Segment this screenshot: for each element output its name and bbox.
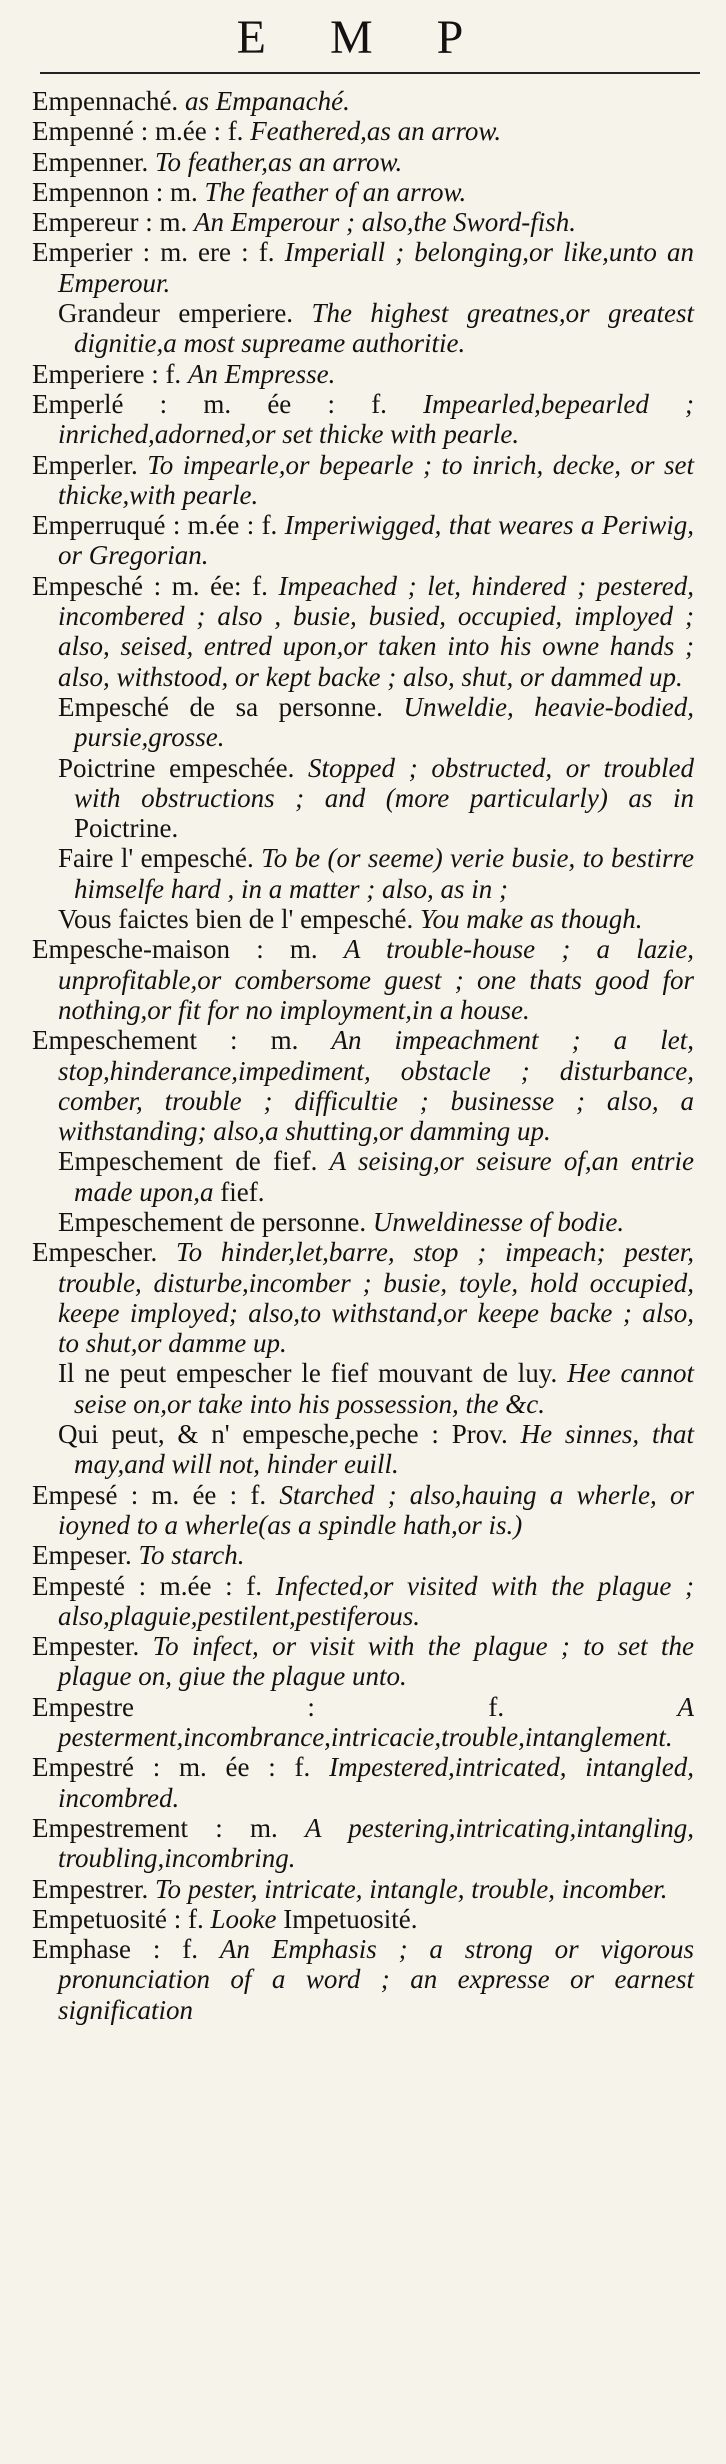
headword: Empeschement de personne.	[58, 1206, 367, 1237]
headword: Empesché de sa personne.	[58, 691, 383, 722]
grammar-note: : m. ere : f.	[142, 237, 275, 268]
definition: Hee cannot seise on,or take into his possession, the &c.	[74, 1358, 694, 1419]
cross-reference: Impetuosité.	[283, 1903, 418, 1934]
running-head: E M P	[236, 11, 490, 64]
grammar-note: : f.	[151, 358, 182, 389]
dictionary-entry	[32, 934, 694, 1025]
grammar-note: : m.ée : f.	[138, 1570, 263, 1601]
headword: Il ne peut empescher le fief mouvant de luy.	[58, 1358, 558, 1389]
definition: He sinnes, that may,and will not, hinder euill.	[74, 1419, 694, 1480]
dictionary-entry	[32, 1752, 694, 1813]
dictionary-entry	[32, 1480, 694, 1541]
dictionary-entry	[32, 510, 694, 571]
dictionary-subentry	[58, 1207, 694, 1237]
dictionary-entry	[32, 1540, 694, 1570]
headword: Emperruqué	[32, 510, 166, 541]
headword: Empestrer.	[32, 1873, 149, 1904]
headword: Emperlé	[32, 388, 124, 419]
definition: The highest greatnes,or greatest dignitie,a most supreame authoritie.	[74, 298, 695, 359]
definition: Impestered,intricated, intangled, incombred.	[58, 1752, 695, 1813]
headword: Empenner.	[32, 146, 149, 177]
dictionary-entry	[32, 1934, 694, 2025]
dictionary-entry	[32, 389, 694, 450]
dictionary-entry	[32, 1571, 694, 1632]
cross-reference: fief.	[220, 1176, 265, 1207]
dictionary-entry	[32, 1692, 694, 1753]
dictionary-entry	[32, 207, 694, 237]
dictionary-entry	[32, 1813, 694, 1874]
headword: Emperiere	[32, 358, 145, 389]
headword: Empesé	[32, 1479, 118, 1510]
dictionary-entry	[32, 1237, 694, 1358]
definition: A pestering,intricating,intangling, troubling,incombring.	[58, 1812, 695, 1874]
dictionary-entry	[32, 571, 694, 692]
grammar-note: : m. ée : f.	[152, 1752, 311, 1783]
grammar-note: : m.	[155, 176, 198, 207]
definition: An impeachment ; a let, stop,hinderance,impediment, obstacle ; disturbance, comber, trouble ; difficultie ; businesse ; also, a withstanding; also,a shutting,or damming up.	[58, 1025, 694, 1147]
headword: Grandeur emperiere.	[58, 298, 294, 329]
headword: Empennon	[32, 176, 149, 207]
grammar-note: : m.ée : f.	[140, 116, 244, 147]
dictionary-entry	[32, 450, 694, 511]
dictionary-entry	[32, 1904, 694, 1934]
headword: Empeschement de fief.	[58, 1146, 318, 1177]
dictionary-entry	[32, 1025, 694, 1146]
dictionary-entry	[32, 359, 694, 389]
definition: To impearle,or bepearle ; to inrich, decke, or set thicke,with pearle.	[58, 449, 694, 510]
definition: Impearled,bepearled ; inriched,adorned,or set thicke with pearle.	[58, 388, 695, 450]
definition: A pesterment,incombrance,intricacie,trouble,intanglement.	[58, 1691, 695, 1753]
definition: Looke	[210, 1903, 277, 1934]
definition: To be (or seeme) verie busie, to bestirre himselfe hard , in a matter ; also, as in ;	[74, 843, 694, 904]
definition: Stopped ; obstructed, or troubled with obstructions ; and (more particularly) as in	[74, 752, 694, 813]
headword: Empeschement	[32, 1025, 197, 1056]
definition: Imperiwigged, that weares a Periwig, or Gregorian.	[58, 510, 695, 571]
headword: Emperler.	[32, 449, 138, 480]
dictionary-entry	[32, 147, 694, 177]
definition: Infected,or visited with the plague ; also,plaguie,pestilent,pestiferous.	[58, 1570, 695, 1631]
headword: Empesché	[32, 570, 143, 601]
definition: Unweldie, heavie-bodied, pursie,grosse.	[74, 691, 694, 753]
definition: Feathered,as an arrow.	[250, 116, 502, 147]
definition: An Empresse.	[187, 358, 336, 389]
grammar-note: : m. ée: f.	[153, 570, 268, 601]
definition: A seising,or seisure of,an entrie made upon,a	[74, 1146, 695, 1207]
headword: Empenné	[32, 116, 134, 147]
headword: Faire l' empesché.	[58, 843, 254, 874]
headword: Qui peut, & n' empesche,peche : Prov.	[58, 1419, 508, 1450]
headword: Empennaché.	[32, 86, 179, 116]
dictionary-entry	[32, 1874, 694, 1904]
definition: as Empanaché.	[184, 86, 350, 116]
grammar-note: : m.	[215, 1812, 278, 1843]
headword: Empereur	[32, 207, 139, 238]
headword: Empescher.	[32, 1237, 158, 1268]
definition: An Emperour ; also,the Sword-fish.	[193, 207, 576, 238]
headword: Empestre	[32, 1691, 134, 1722]
headword: Emphase	[32, 1934, 131, 1965]
definition: Imperiall ; belonging,or like,unto an Emperour.	[58, 237, 695, 298]
definition: To pester, intricate, intangle, trouble, incomber.	[154, 1873, 668, 1904]
headword: Empestré	[32, 1752, 134, 1783]
definition: Impeached ; let, hindered ; pestered, incombered ; also , busie, busied, occupied, imployed ; also, seised, entred upon,or taken into his owne hands ; also, withstood, or kept backe ; also, shut, or dammed up.	[58, 570, 695, 692]
grammar-note: : m.	[230, 1025, 299, 1056]
dictionary-subentry	[58, 1358, 694, 1419]
dictionary-subentry	[58, 843, 694, 904]
dictionary-subentry	[58, 1146, 694, 1207]
headword: Empester.	[32, 1631, 140, 1662]
dictionary-subentry	[58, 1419, 694, 1480]
dictionary-entry	[32, 86, 694, 116]
grammar-note: : f.	[173, 1903, 204, 1934]
definition: To feather,as an arrow.	[154, 146, 403, 177]
headword: Vous faictes bien de l' empesché.	[58, 904, 414, 935]
grammar-note: : m.	[145, 207, 188, 238]
grammar-note: : m.ée : f.	[172, 510, 278, 541]
entry-list	[0, 86, 726, 2025]
cross-reference: Poictrine.	[74, 813, 179, 844]
definition: Unweldinesse of bodie.	[372, 1206, 625, 1237]
headword: Empestrement	[32, 1812, 188, 1843]
definition: Starched ; also,hauing a wherle, or ioyned to a wherle(as a spindle hath,or is.)	[58, 1479, 694, 1540]
grammar-note: : m. ée : f.	[159, 388, 387, 419]
definition: You make as though.	[420, 904, 643, 935]
header-rule	[40, 72, 700, 74]
definition: To hinder,let,barre, stop ; impeach; pester, trouble, disturbe,incomber ; busie, toyle, hold occupied, keepe imployed; also,to withstand,or keepe backe ; also, to shut,or damme up.	[58, 1237, 694, 1359]
definition: The feather of an arrow.	[204, 176, 467, 207]
dictionary-subentry	[58, 298, 694, 359]
grammar-note: : m. ée : f.	[130, 1479, 267, 1510]
dictionary-subentry	[58, 692, 694, 753]
grammar-note: : m.	[256, 934, 318, 965]
definition: A trouble-house ; a lazie, unprofitable,or combersome guest ; one thats good for nothing,or fit for no imployment,in a house.	[58, 934, 695, 1025]
headword: Empetuosité	[32, 1903, 167, 1934]
dictionary-subentry	[58, 753, 694, 844]
dictionary-entry	[32, 177, 694, 207]
dictionary-entry	[32, 237, 694, 298]
definition: An Emphasis ; a strong or vigorous pronunciation of a word ; an expresse or earnest signification	[58, 1934, 695, 2025]
definition: To starch.	[138, 1540, 245, 1571]
headword: Empesche-maison	[32, 934, 230, 965]
grammar-note: : f.	[307, 1691, 505, 1722]
headword: Emperier	[32, 237, 133, 268]
definition: To infect, or visit with the plague ; to set the plague on, giue the plague unto.	[58, 1631, 695, 1692]
headword: Poictrine empeschée.	[58, 752, 295, 783]
headword: Empeser.	[32, 1540, 132, 1571]
dictionary-entry	[32, 116, 694, 146]
dictionary-subentry	[58, 904, 694, 934]
grammar-note: : f.	[152, 1934, 198, 1965]
headword: Empesté	[32, 1570, 125, 1601]
dictionary-entry	[32, 1631, 694, 1692]
